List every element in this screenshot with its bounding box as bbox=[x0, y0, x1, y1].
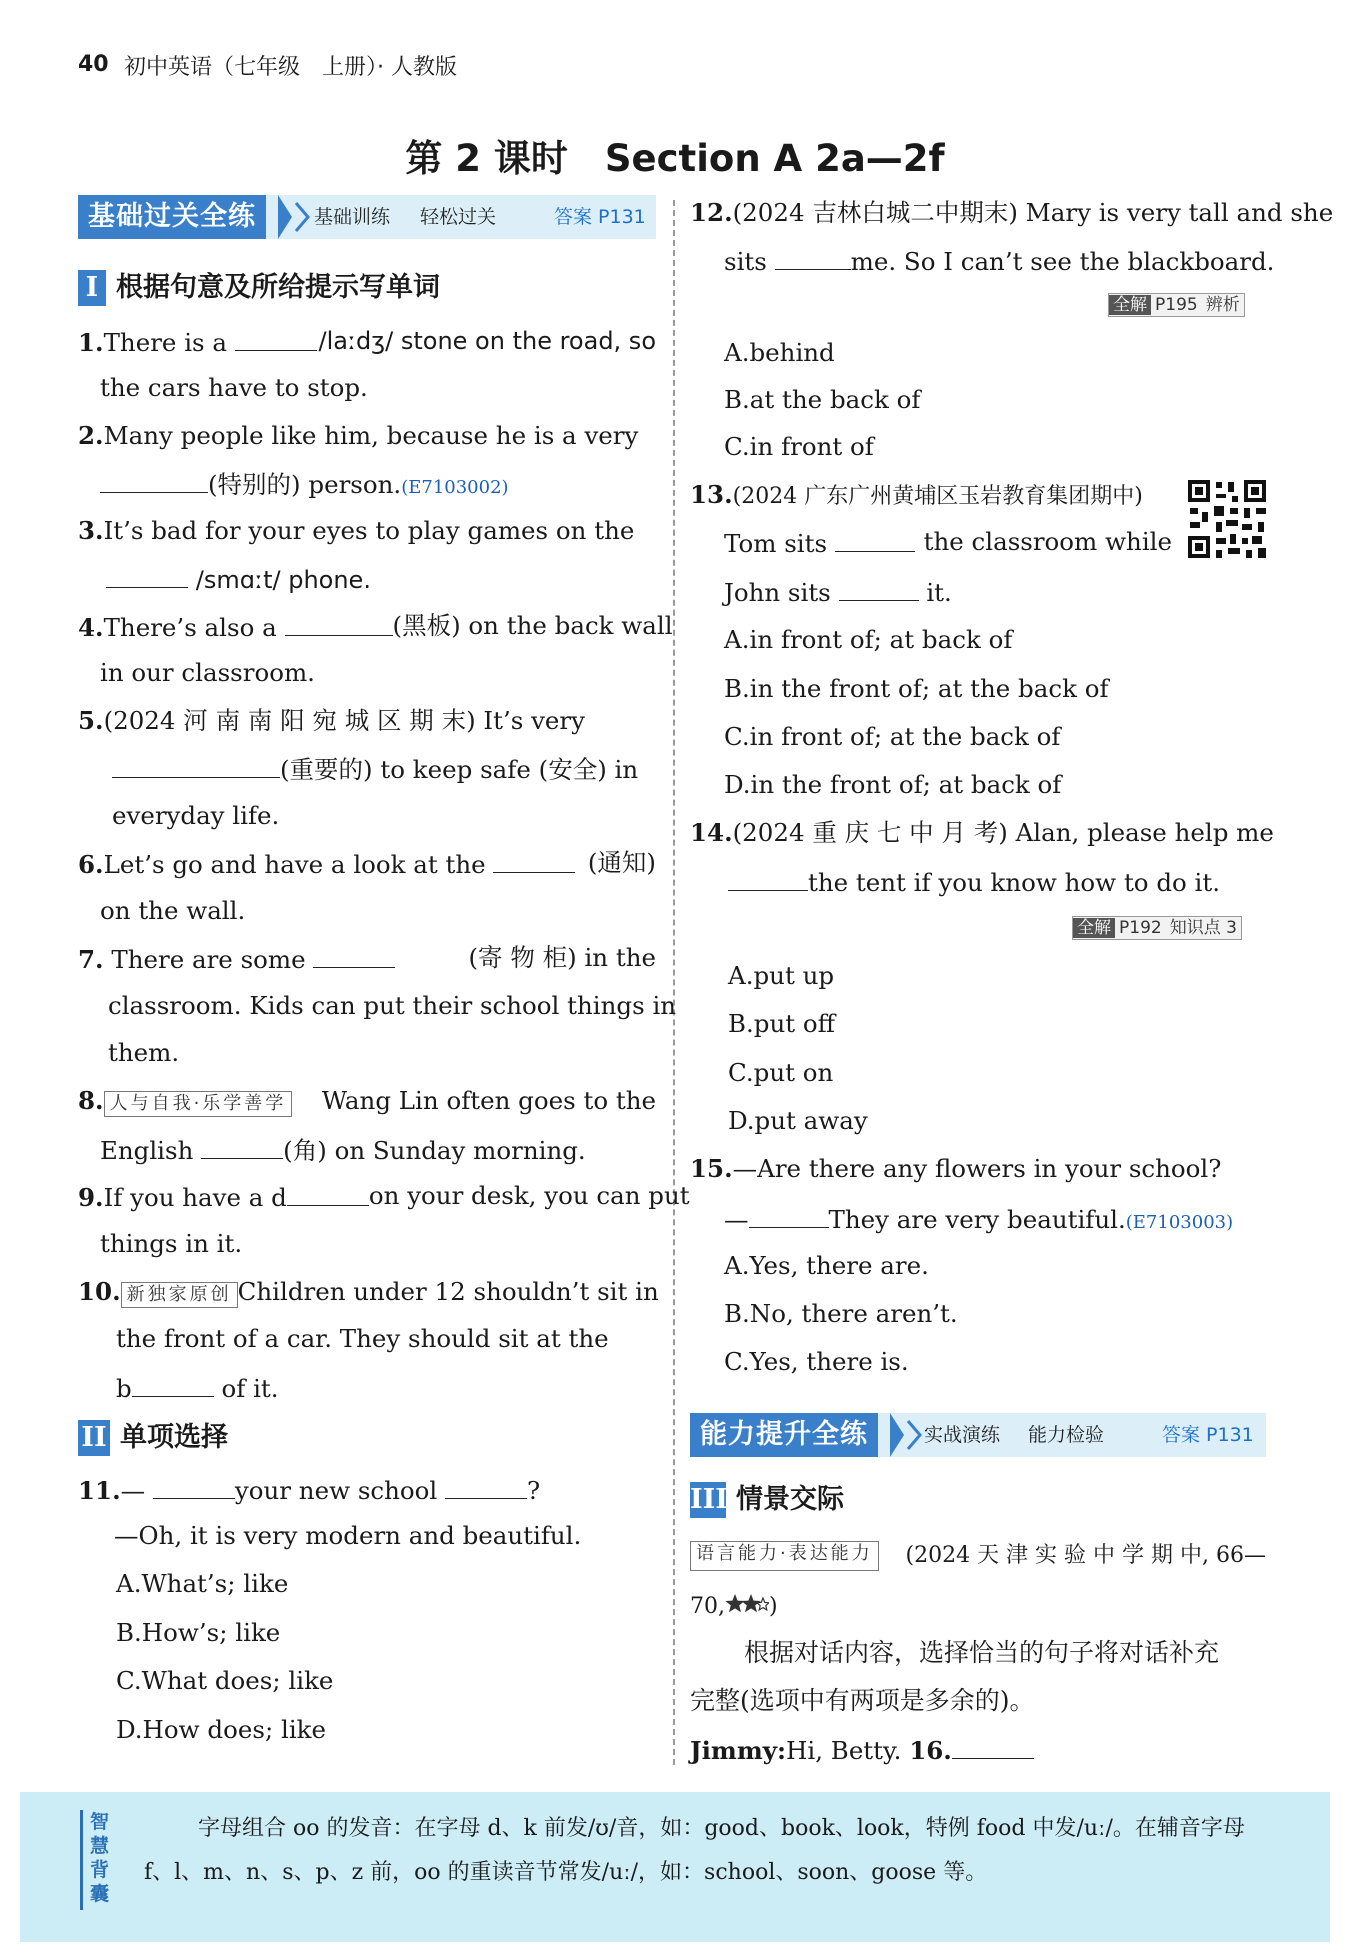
q13-source: (2024 广东广州黄埔区玉岩教育集团期中) bbox=[732, 484, 1143, 509]
q6-line-1 bbox=[78, 848, 656, 880]
q8-number: 8. bbox=[78, 1086, 104, 1115]
q4-blank[interactable] bbox=[285, 611, 393, 636]
q14-option-d[interactable]: D.put away bbox=[728, 1106, 868, 1135]
q11-line-1 bbox=[78, 1474, 540, 1506]
q4-hint: (黑板) on the back wall bbox=[392, 611, 673, 640]
q12-ref-label: 全解 bbox=[1109, 295, 1151, 315]
q3-number: 3. bbox=[78, 516, 104, 545]
q7-blank[interactable] bbox=[313, 943, 395, 968]
q8-line-1 bbox=[78, 1086, 656, 1117]
q11-line-2: —Oh, it is very modern and beautiful. bbox=[114, 1521, 582, 1550]
q15-blank[interactable] bbox=[749, 1203, 829, 1228]
q14-option-a[interactable]: A.put up bbox=[728, 961, 835, 990]
q15-option-c[interactable]: C.Yes, there is. bbox=[724, 1347, 909, 1376]
q5-line-3: everyday life. bbox=[112, 801, 280, 830]
q2-number: 2. bbox=[78, 421, 104, 450]
q13-line-3 bbox=[724, 576, 952, 608]
q3-line-2 bbox=[106, 563, 371, 595]
q15-option-a[interactable]: A.Yes, there are. bbox=[724, 1251, 929, 1280]
q14-blank[interactable] bbox=[728, 866, 808, 891]
q1-number: 1. bbox=[78, 328, 104, 357]
q12-blank[interactable] bbox=[775, 245, 851, 270]
section-3-heading bbox=[690, 1482, 844, 1518]
q15-ref-code: (E7103003) bbox=[1125, 1212, 1234, 1233]
q11-text: your new school bbox=[234, 1476, 438, 1505]
q11-number: 11. bbox=[78, 1476, 121, 1505]
q12-text-3: me. So I can’t see the blackboard. bbox=[850, 247, 1275, 276]
q7-number: 7. bbox=[78, 945, 104, 974]
banner-title: 基础过关全练 bbox=[78, 195, 266, 239]
section-3-num: III bbox=[690, 1482, 726, 1518]
q13-option-d[interactable]: D.in the front of; at back of bbox=[724, 770, 1062, 799]
q12-ref-topic: 辨析 bbox=[1205, 295, 1240, 315]
q11-blank-1[interactable] bbox=[153, 1474, 235, 1499]
tip-label-bar bbox=[80, 1810, 83, 1910]
q14-ref-topic: 知识点 3 bbox=[1169, 918, 1237, 938]
q11-dash: — bbox=[120, 1476, 146, 1505]
q14-ref-label: 全解 bbox=[1073, 918, 1115, 938]
q11-qmark: ? bbox=[527, 1476, 541, 1505]
dialog-speaker: Jimmy: bbox=[690, 1736, 787, 1765]
q15-line-1 bbox=[690, 1154, 1221, 1184]
q10-line-1 bbox=[78, 1277, 659, 1308]
q11-option-b[interactable]: B.How’s; like bbox=[116, 1618, 281, 1647]
dialog-blank[interactable] bbox=[952, 1734, 1034, 1759]
banner-2-sub-2: 能力检验 bbox=[1028, 1424, 1105, 1446]
q12-option-b[interactable]: B.at the back of bbox=[724, 385, 921, 414]
q4-text: There’s also a bbox=[103, 613, 277, 642]
q8-line-2 bbox=[100, 1134, 586, 1166]
q14-text: (2024 重 庆 七 中 月 考) Alan, please help me bbox=[732, 818, 1274, 847]
q2-line-2 bbox=[100, 468, 509, 503]
q5-text: (2024 河 南 南 阳 宛 城 区 期 末) It’s very bbox=[103, 706, 585, 735]
q13-number: 13. bbox=[690, 480, 733, 509]
banner-arrow-icon bbox=[278, 195, 292, 239]
q6-blank[interactable] bbox=[493, 848, 575, 873]
s3-tag: 语言能力·表达能力 bbox=[690, 1541, 879, 1571]
q14-line-2 bbox=[728, 866, 1220, 898]
q5-number: 5. bbox=[78, 706, 104, 735]
q1-line-1 bbox=[78, 326, 656, 358]
q2-line-1 bbox=[78, 421, 656, 451]
q9-line-1 bbox=[78, 1181, 690, 1213]
lesson-title: 第 2 课时 Section A 2a—2f bbox=[405, 137, 945, 180]
q2-ref-code: (E7103002) bbox=[401, 477, 509, 498]
q8-tag: 人与自我·乐学善学 bbox=[104, 1091, 293, 1117]
tip-line-2: f、l、m、n、s、p、z 前，oo 的重读音节常发/uː/，如：school、soon、goose 等。 bbox=[144, 1860, 988, 1885]
q3-text: It’s bad for your eyes to play games on the bbox=[103, 516, 635, 545]
q14-option-c[interactable]: C.put on bbox=[728, 1058, 834, 1087]
banner-2-answer-ref: 答案 P131 bbox=[1162, 1424, 1254, 1446]
q4-line-1 bbox=[78, 611, 673, 643]
q15-text-2: They are very beautiful. bbox=[828, 1205, 1126, 1234]
q9-text-2: on your desk, you can put bbox=[368, 1181, 690, 1210]
q13-option-c[interactable]: C.in front of; at the back of bbox=[724, 722, 1061, 751]
q11-option-d[interactable]: D.How does; like bbox=[116, 1715, 326, 1744]
q10-blank[interactable] bbox=[132, 1372, 214, 1397]
s3-task-line-1 bbox=[690, 1541, 1266, 1571]
q3-phonetic: /smɑːt/ phone. bbox=[195, 566, 371, 594]
tip-label-text: 智慧背囊 bbox=[90, 1811, 110, 1905]
q7-line-1 bbox=[78, 943, 656, 975]
column-divider bbox=[673, 200, 675, 1765]
dialog-text: Hi, Betty. bbox=[786, 1736, 902, 1765]
q10-text-3: b bbox=[116, 1374, 132, 1403]
section-3-title: 情景交际 bbox=[736, 1484, 844, 1515]
tip-label bbox=[90, 1810, 116, 1906]
section-2-title: 单项选择 bbox=[120, 1422, 228, 1453]
q12-line-1 bbox=[690, 198, 1334, 228]
q12-text: (2024 吉林白城二中期末) Mary is very tall and she bbox=[732, 198, 1334, 227]
s3-source: (2024 天 津 实 验 中 学 期 中, 66— bbox=[905, 1543, 1266, 1568]
q14-reference bbox=[1072, 916, 1242, 940]
q10-text: Children under 12 shouldn’t sit in bbox=[237, 1277, 659, 1306]
q8-blank[interactable] bbox=[201, 1134, 283, 1159]
q12-option-a[interactable]: A.behind bbox=[724, 338, 835, 367]
q6-number: 6. bbox=[78, 850, 104, 879]
q15-text: —Are there any flowers in your school? bbox=[732, 1154, 1222, 1183]
q8-hint: (角) on Sunday morning. bbox=[283, 1136, 586, 1165]
q14-line-1 bbox=[690, 818, 1274, 848]
q15-line-2 bbox=[724, 1203, 1233, 1238]
q2-hint: (特别的) person. bbox=[208, 470, 402, 499]
q1-blank[interactable] bbox=[235, 326, 317, 351]
q13-line-1 bbox=[690, 480, 1143, 512]
q11-option-c[interactable]: C.What does; like bbox=[116, 1666, 334, 1695]
q15-option-b[interactable]: B.No, there aren’t. bbox=[724, 1299, 958, 1328]
q8-text: Wang Lin often goes to the bbox=[321, 1086, 656, 1115]
q12-line-2 bbox=[724, 245, 1274, 277]
q1-line-2: the cars have to stop. bbox=[100, 373, 368, 402]
s3-instruction-2: 完整(选项中有两项是多余的)。 bbox=[690, 1686, 1035, 1715]
q12-number: 12. bbox=[690, 198, 733, 227]
chevron-right-icon bbox=[906, 1419, 922, 1451]
q5-blank[interactable] bbox=[112, 753, 280, 778]
q1-text: There is a bbox=[103, 328, 227, 357]
q7-hint: (寄 物 柜) in the bbox=[468, 943, 656, 972]
q6-text: Let’s go and have a look at the bbox=[103, 850, 486, 879]
banner-basic-training bbox=[78, 195, 656, 239]
q3-line-1 bbox=[78, 516, 656, 546]
q15-number: 15. bbox=[690, 1154, 733, 1183]
q9-line-2: things in it. bbox=[100, 1229, 243, 1258]
tip-box bbox=[20, 1792, 1330, 1942]
q10-line-2: the front of a car. They should sit at the bbox=[116, 1324, 609, 1353]
q12-option-c[interactable]: C.in front of bbox=[724, 432, 874, 461]
q5-hint: (重要的) to keep safe (安全) in bbox=[280, 755, 639, 784]
q13-option-b[interactable]: B.in the front of; at the back of bbox=[724, 674, 1109, 703]
q1-phonetic: /laːdʒ/ stone on the road, so bbox=[318, 327, 656, 355]
q9-blank[interactable] bbox=[287, 1181, 369, 1206]
tip-line-1: 字母组合 oo 的发音：在字母 d、k 前发/ʊ/音，如：good、book、look，特例 food 中发/uː/。在辅音字母 bbox=[198, 1816, 1245, 1841]
q2-blank[interactable] bbox=[100, 468, 208, 493]
q13-text-4: John sits bbox=[724, 578, 831, 607]
q13-line-2 bbox=[724, 527, 1172, 559]
page-number: 40 bbox=[78, 52, 109, 77]
q8-text-2: English bbox=[100, 1136, 194, 1165]
q4-number: 4. bbox=[78, 613, 104, 642]
q12-ref-page: P195 bbox=[1155, 295, 1198, 315]
section-2-heading bbox=[78, 1420, 228, 1456]
q10-tag: 新独家原创 bbox=[121, 1282, 238, 1308]
q13-option-a[interactable]: A.in front of; at back of bbox=[724, 625, 1013, 654]
q9-number: 9. bbox=[78, 1183, 104, 1212]
dialog-line-1 bbox=[690, 1734, 1034, 1766]
q5-line-2 bbox=[112, 753, 638, 785]
q3-blank[interactable] bbox=[106, 563, 188, 588]
q5-line-1 bbox=[78, 706, 656, 736]
q14-ref-page: P192 bbox=[1119, 918, 1162, 938]
q14-option-b[interactable]: B.put off bbox=[728, 1009, 836, 1038]
q10-text-4: of it. bbox=[221, 1374, 279, 1403]
q6-line-2: on the wall. bbox=[100, 896, 246, 925]
section-2-num: II bbox=[78, 1420, 110, 1456]
banner-answer-ref: 答案 P131 bbox=[554, 206, 646, 228]
q12-reference bbox=[1108, 293, 1245, 317]
q7-line-2: classroom. Kids can put their school things in bbox=[108, 991, 677, 1020]
q13-text-2: Tom sits bbox=[724, 529, 828, 558]
q14-text-2: the tent if you know how to do it. bbox=[808, 868, 1221, 897]
qr-code-icon[interactable] bbox=[1186, 478, 1268, 560]
banner-sub-2: 轻松过关 bbox=[420, 206, 497, 228]
banner-ability-training bbox=[690, 1413, 1266, 1457]
banner-2-sub-1: 实战演练 bbox=[924, 1424, 1001, 1446]
q11-option-a[interactable]: A.What’s; like bbox=[116, 1569, 289, 1598]
s3-range-close: ) bbox=[769, 1594, 778, 1619]
q2-text: Many people like him, because he is a very bbox=[103, 421, 639, 450]
section-1-title: 根据句意及所给提示写单词 bbox=[116, 272, 440, 303]
q10-line-3 bbox=[116, 1372, 279, 1404]
q13-blank-2[interactable] bbox=[839, 576, 919, 601]
chevron-right-icon bbox=[294, 201, 310, 233]
q7-line-3: them. bbox=[108, 1038, 180, 1067]
s3-range: 70, bbox=[690, 1594, 725, 1619]
q13-text-5: it. bbox=[926, 578, 952, 607]
q14-number: 14. bbox=[690, 818, 733, 847]
book-title: 初中英语（七年级 上册）· 人教版 bbox=[124, 55, 457, 80]
difficulty-stars-icon bbox=[725, 1592, 769, 1616]
q9-text: If you have a d bbox=[103, 1183, 287, 1212]
banner-2-arrow-icon bbox=[890, 1413, 904, 1457]
q12-text-2: sits bbox=[724, 247, 767, 276]
q11-blank-2[interactable] bbox=[445, 1474, 527, 1499]
q13-text-3: the classroom while bbox=[923, 527, 1172, 556]
q6-hint: (通知) bbox=[587, 848, 656, 877]
q10-number: 10. bbox=[78, 1277, 121, 1306]
dialog-blank-number: 16. bbox=[909, 1736, 952, 1765]
banner-sub-1: 基础训练 bbox=[314, 206, 391, 228]
s3-instruction-1: 根据对话内容，选择恰当的句子将对话补充 bbox=[744, 1638, 1220, 1667]
section-1-heading bbox=[78, 270, 440, 306]
q13-blank-1[interactable] bbox=[835, 527, 915, 552]
section-1-num: I bbox=[78, 270, 106, 306]
q4-line-2: in our classroom. bbox=[100, 658, 315, 687]
q7-text: There are some bbox=[111, 945, 306, 974]
s3-task-line-2 bbox=[690, 1590, 778, 1622]
q15-dash: — bbox=[724, 1205, 749, 1234]
banner-2-title: 能力提升全练 bbox=[690, 1413, 878, 1457]
